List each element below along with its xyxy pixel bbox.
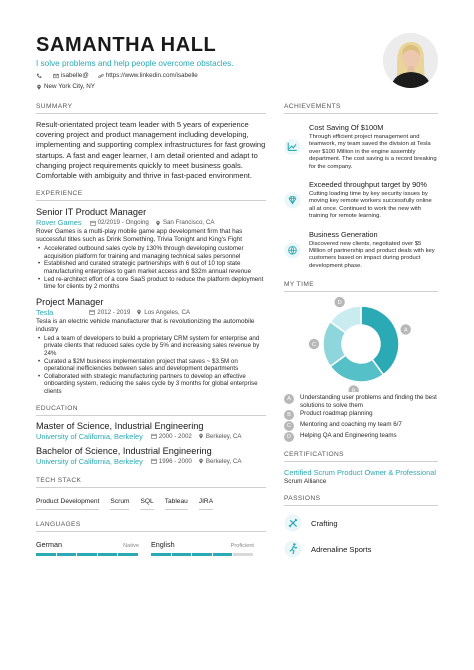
language-proficiency-bar	[151, 553, 254, 556]
tech-tag: Scrum	[110, 496, 129, 510]
language-level: Proficient	[230, 542, 254, 549]
job-company: Tesla	[36, 307, 54, 317]
job-dates-text: 02/2019 - Ongoing	[97, 219, 149, 227]
location-pin-icon	[36, 84, 42, 90]
legend-text: Understanding user problems and finding the best solutions to solve them	[300, 394, 437, 409]
language-proficiency-bar	[36, 553, 139, 556]
tech-tag: Tableau	[165, 496, 188, 510]
my-time-donut-svg	[284, 296, 438, 392]
legend-badge: C	[284, 421, 294, 431]
linkedin-item[interactable]	[98, 72, 198, 80]
phone-item	[36, 73, 44, 79]
passion-label: Adrenaline Sports	[311, 544, 372, 554]
summary-text: Result-orientated project team leader with 5 years of experience covering project and product management including developing, implementing and supporting complex infrastructures for fast growing startups. A fast and eager learner, I am detail oriented and adapt to changing project requirements quickly to meet business goals. Comfortable with ambiguity and thrive in fast-paced environment.	[36, 120, 266, 181]
job-bullet: • Established and curated strategic partnerships with 6 out of 10 top state manufacturing enterprises to gain market access and $32m annual revenue	[36, 260, 266, 275]
proficiency-segment	[36, 553, 57, 556]
email-item[interactable]	[53, 72, 89, 80]
tagline: I solve problems and help people overcome obstacles.	[36, 59, 234, 68]
achievements-heading: ACHIEVEMENTS	[284, 103, 438, 114]
my-time-legend	[284, 394, 438, 442]
candidate-name: SAMANTHA HALL	[36, 34, 217, 56]
job-title: Project Manager	[36, 296, 104, 307]
slice-label-a: A	[403, 327, 408, 334]
calendar-icon	[151, 433, 157, 439]
resume-header	[36, 34, 366, 91]
achievement-text: Through efficient project management and teamwork, my team saved the division at Tesla over $100 Million in the engine assembly department. The cost saving is a record breaking for the company.	[309, 134, 437, 170]
job-title: Senior IT Product Manager	[36, 207, 147, 218]
education-meta	[36, 457, 266, 466]
contact-row	[36, 72, 366, 80]
job-entry	[36, 207, 266, 291]
globe-icon	[284, 230, 301, 271]
right-column	[284, 103, 438, 558]
slice-label-b: B	[351, 388, 356, 393]
education-location-text: Berkeley, CA	[205, 457, 242, 465]
proficiency-segment	[172, 553, 193, 556]
job-description: Rover Games is a multi-play mobile game app development firm that has successful titles such as Drink Something, Trivia Tonight and King's Fight	[36, 228, 243, 244]
job-meta	[36, 308, 266, 317]
legend-badge: D	[284, 432, 294, 442]
job-dates	[90, 218, 149, 227]
degree-title: Master of Science, Industrial Engineering	[36, 420, 204, 431]
proficiency-segment	[77, 553, 98, 556]
calendar-icon	[90, 220, 96, 226]
education-dates-text: 1996 - 2000	[158, 457, 192, 465]
job-bullet: • Led re-architect effort of a core SaaS product to reduce the platform deployment time for clients by 2 months	[36, 276, 266, 291]
proficiency-segment	[192, 553, 213, 556]
profile-photo-image	[383, 33, 438, 88]
education-heading: EDUCATION	[36, 405, 266, 416]
language-level: Native	[123, 542, 139, 549]
tech-stack-tags	[36, 496, 266, 510]
education-meta	[36, 432, 266, 441]
passions-heading: PASSIONS	[284, 495, 438, 506]
legend-item	[284, 410, 438, 420]
tech-tag: SQL	[140, 496, 153, 510]
calendar-icon	[89, 309, 95, 315]
school-name: University of California, Berkeley	[36, 456, 143, 466]
education-dates-text: 2000 - 2002	[158, 432, 192, 440]
job-company: Rover Games	[36, 218, 82, 228]
phone-icon	[36, 73, 42, 79]
education-dates	[151, 457, 192, 466]
education-location-text: Berkeley, CA	[205, 432, 242, 440]
language-item	[36, 540, 139, 556]
job-entry	[36, 297, 266, 396]
job-bullet: • Accelerated outbound sales cycle by 130% through developing customer acquisition platform for training and managing technical sales personnel	[36, 245, 266, 260]
linkedin-text: https://www.linkedin.com/isabelle	[105, 72, 198, 79]
job-meta	[36, 218, 266, 227]
school-name: University of California, Berkeley	[36, 431, 143, 441]
certification-name: Certified Scrum Product Owner & Professional	[284, 468, 436, 478]
job-location-text: San Francisco, CA	[162, 219, 215, 227]
legend-text: Product roadmap planning	[300, 410, 373, 418]
education-dates	[151, 432, 192, 441]
location-pin-icon	[155, 220, 161, 226]
passion-label: Crafting	[311, 518, 338, 528]
job-dates	[89, 308, 130, 317]
job-location-text: Los Angeles, CA	[144, 308, 191, 316]
tools-icon	[284, 514, 302, 532]
achievement-text: Discovered new clients, negotiated over $5 Million of partnership and product deals with key customers based on impact during product development phase.	[309, 240, 435, 269]
location-pin-icon	[198, 458, 204, 464]
achievement-item	[284, 123, 438, 171]
proficiency-segment	[151, 553, 172, 556]
achievement-text: Cutting loading time by key security issues by moving key remote workers successfully online all at once. Continued to work the new with training for remote learning.	[309, 191, 432, 220]
location-pin-icon	[136, 309, 142, 315]
legend-text: Helping QA and Engineering teams	[300, 432, 397, 440]
tech-stack-heading: TECH STACK	[36, 477, 266, 488]
location-item	[36, 83, 95, 91]
location-text: New York City, NY	[44, 83, 95, 90]
legend-badge: B	[284, 410, 294, 420]
education-entry	[36, 421, 266, 441]
languages-heading: LANGUAGES	[36, 521, 266, 532]
calendar-icon	[151, 458, 157, 464]
legend-item	[284, 432, 438, 442]
proficiency-segment	[233, 553, 254, 556]
degree-title: Bachelor of Science, Industrial Engineering	[36, 445, 212, 456]
certifications-heading: CERTIFICATIONS	[284, 451, 438, 462]
profile-photo	[383, 33, 438, 88]
email-text: isabelle@	[61, 72, 89, 79]
legend-item	[284, 421, 438, 431]
language-item	[151, 540, 254, 556]
my-time-heading: MY TIME	[284, 281, 438, 292]
languages-list	[36, 540, 266, 556]
job-bullet: • Led a team of developers to build a proprietary CRM system for enterprise and private clients that reduced sales cycle by 5% and increasing sales revenue by 24%	[36, 335, 266, 358]
running-icon	[284, 540, 302, 558]
proficiency-segment	[213, 553, 234, 556]
education-entry	[36, 446, 266, 466]
summary-heading: SUMMARY	[36, 103, 266, 114]
email-icon	[53, 73, 59, 79]
achievement-title: Exceeded throughput target by 90%	[309, 180, 427, 190]
location-pin-icon	[198, 433, 204, 439]
passion-item	[284, 514, 438, 532]
job-dates-text: 2012 - 2019	[97, 308, 131, 316]
job-location	[136, 308, 190, 317]
link-icon	[98, 73, 104, 79]
tech-tag: Product Development	[36, 496, 99, 510]
education-location	[198, 432, 242, 441]
left-column	[36, 103, 266, 556]
job-bullet: • Curated a $2M business implementation project that saves ~ $3.5M on operational inefficiencies between sales and development departments	[36, 358, 266, 373]
proficiency-segment	[118, 553, 139, 556]
tech-tag: JIRA	[199, 496, 213, 510]
job-bullets	[36, 245, 266, 291]
proficiency-segment	[57, 553, 78, 556]
legend-badge: A	[284, 394, 294, 404]
slice-label-d: D	[337, 300, 342, 307]
chart-line-icon	[284, 123, 301, 171]
legend-text: Mentoring and coaching my team 6/7	[300, 421, 402, 429]
certification-issuer: Scrum Alliance	[284, 478, 327, 486]
my-time-chart	[284, 296, 438, 392]
proficiency-segment	[98, 553, 119, 556]
job-bullets	[36, 335, 266, 396]
job-description: Tesla is an electric vehicle manufacturer that is revolutionizing the automobile industry	[36, 317, 255, 333]
legend-item	[284, 394, 438, 409]
location-row	[36, 83, 366, 91]
slice-label-c: C	[311, 342, 317, 349]
achievement-title: Cost Saving Of $100M	[309, 123, 384, 132]
diamond-icon	[284, 180, 301, 221]
achievement-item	[284, 180, 438, 221]
job-location	[155, 218, 215, 227]
achievement-item	[284, 230, 438, 271]
experience-heading: EXPERIENCE	[36, 190, 266, 201]
language-name: German	[36, 539, 62, 549]
passion-item	[284, 540, 438, 558]
language-name: English	[151, 539, 175, 549]
job-bullet: • Collaborated with strategic manufacturing partners to develop an effective onboarding system, reducing the sales cycle by 3 months for global enterprise clients	[36, 373, 266, 396]
education-location	[198, 457, 242, 466]
achievement-title: Business Generation	[309, 229, 378, 239]
